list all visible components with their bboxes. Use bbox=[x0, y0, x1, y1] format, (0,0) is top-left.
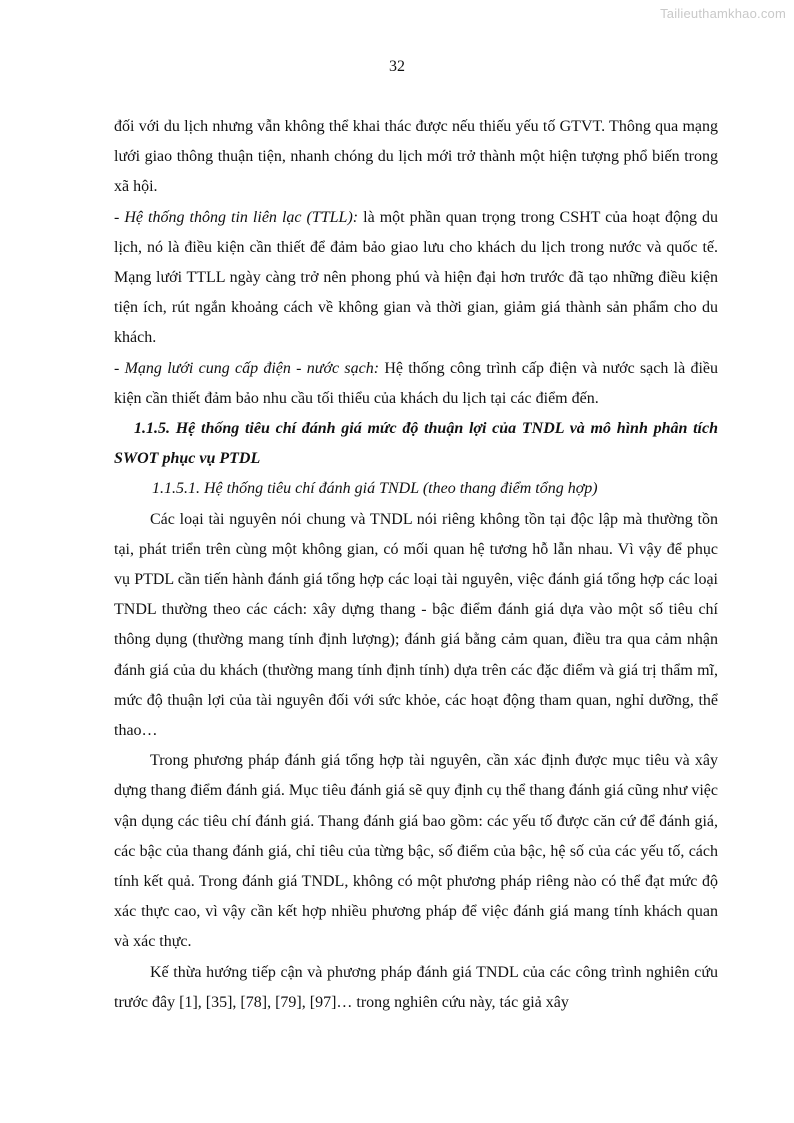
power-water-label: - Mạng lưới cung cấp điện - nước sạch: bbox=[114, 359, 380, 377]
power-water-text: Hệ thống công trình cấp điện và nước sạch là điều kiện cần thiết đảm bảo nhu cầu tối thiểu của khách du lịch tại các điểm đến. bbox=[114, 359, 718, 407]
subsection-heading: 1.1.5.1. Hệ thống tiêu chí đánh giá TNDL (theo thang điểm tổng hợp) bbox=[152, 480, 598, 498]
paragraph-resources: Các loại tài nguyên nói chung và TNDL nói riêng không tồn tại độc lập mà thường tồn tại, phát triển trên cùng một không gian, có mối quan hệ tương hỗ lẫn nhau. Vì vậy để phục vụ PTDL cần tiến hành đánh giá tổng hợp các loại tài nguyên, việc đánh giá tổng hợp các loại TNDL thường theo các cách: xây dựng thang - bậc điểm đánh giá dựa vào một số tiêu chí thông dụng (thường mang tính định lượng); đánh giá bằng cảm quan, điều tra qua cảm nhận đánh giá của du khách (thường mang tính định tính) dựa trên các đặc điểm và giá trị thẩm mĩ, mức độ thuận lợi của tài nguyên đối với sức khỏe, các hoạt động tham quan, nghỉ dưỡng, thể thao… bbox=[114, 510, 718, 740]
paragraph-gtvt: đối với du lịch nhưng vẫn không thể khai thác được nếu thiếu yếu tố GTVT. Thông qua mạng lưới giao thông thuận tiện, nhanh chóng du lịch mới trở thành một hiện tượng phổ biến trong xã hội. bbox=[114, 118, 718, 196]
ttll-text: là một phần quan trọng trong CSHT của hoạt động du lịch, nó là điều kiện cần thiết để đảm bảo giao lưu cho khách du lịch trong nước và quốc tế. Mạng lưới TTLL ngày càng trở nên phong phú và hiện đại hơn trước đã tạo những điều kiện tiện ích, rút ngắn khoảng cách về không gian và thời gian, giảm giá thành sản phẩm cho du khách. bbox=[114, 208, 718, 347]
section-heading: 1.1.5. Hệ thống tiêu chí đánh giá mức độ thuận lợi của TNDL và mô hình phân tích SWOT phục vụ PTDL bbox=[114, 420, 718, 468]
ttll-label: - Hệ thống thông tin liên lạc (TTLL): bbox=[114, 208, 359, 226]
paragraph-inheritance: Kế thừa hướng tiếp cận và phương pháp đánh giá TNDL của các công trình nghiên cứu trước đây [1], [35], [78], [79], [97]… trong nghiên cứu này, tác giả xây bbox=[114, 963, 718, 1011]
paragraph-power-water bbox=[114, 354, 718, 414]
page-number: 32 bbox=[389, 58, 405, 75]
paragraph-ttll bbox=[114, 203, 718, 354]
paragraph-method: Trong phương pháp đánh giá tổng hợp tài nguyên, cần xác định được mục tiêu và xây dựng thang điểm đánh giá. Mục tiêu đánh giá sẽ quy định cụ thể thang đánh giá cũng như việc vận dụng các tiêu chí đánh giá. Thang đánh giá bao gồm: các yếu tố được căn cứ để đánh giá, các bậc của thang đánh giá, chỉ tiêu của từng bậc, số điểm của bậc, hệ số của các yếu tố, cách tính kết quả. Trong đánh giá TNDL, không có một phương pháp riêng nào có thể đạt mức độ xác thực cao, vì vậy cần kết hợp nhiều phương pháp để việc đánh giá mang tính khách quan và xác thực. bbox=[114, 752, 718, 951]
page-content bbox=[114, 112, 718, 1018]
watermark: Tailieuthamkhao.com bbox=[660, 6, 786, 21]
